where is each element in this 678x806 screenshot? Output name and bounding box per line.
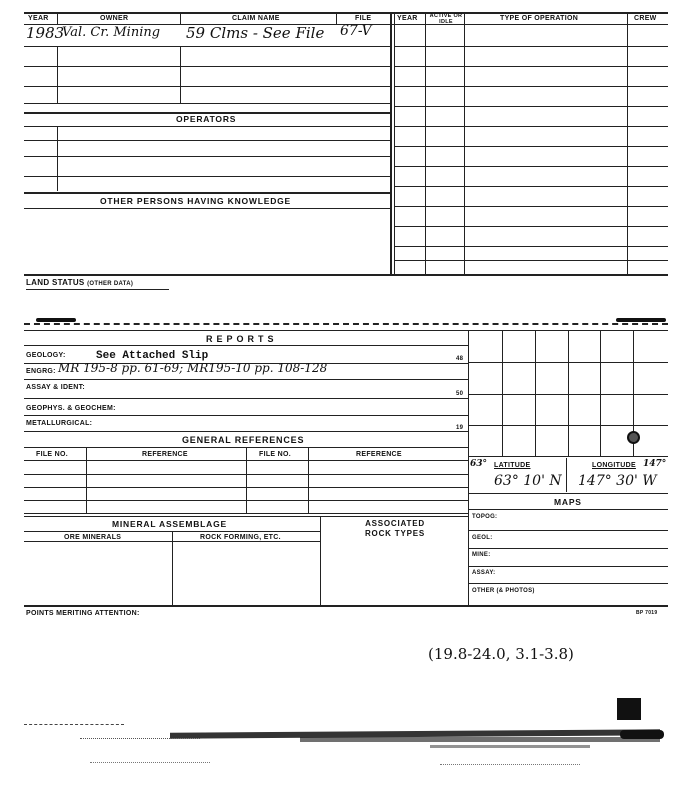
col-file-no-2: FILE NO. xyxy=(259,451,291,458)
header-claim-name: CLAIM NAME xyxy=(232,15,280,22)
latitude-value: 63° 10' N xyxy=(494,473,562,489)
reports-top-border xyxy=(24,323,668,325)
table-top-border xyxy=(24,12,668,14)
row1-year: 1983 xyxy=(26,24,65,42)
col-file-no: FILE NO. xyxy=(36,451,68,458)
latitude-prefix: 63° xyxy=(470,459,488,469)
rock-types-heading: ROCK TYPES xyxy=(364,529,425,538)
points-meriting-attention: POINTS MERITING ATTENTION: xyxy=(26,610,140,617)
header-owner: OWNER xyxy=(100,15,129,22)
geophys-label: GEOPHYS. & GEOCHEM: xyxy=(26,405,116,412)
metallurgical-number: 19 xyxy=(456,425,464,431)
header-type-of-operation: TYPE OF OPERATION xyxy=(500,15,579,22)
row1-file: 67-V xyxy=(340,23,372,39)
form-code: BP 7019 xyxy=(636,610,658,616)
associated-heading: ASSOCIATED xyxy=(365,519,425,528)
metallurgical-label: METALLURGICAL: xyxy=(26,420,93,427)
mineral-assemblage-heading: MINERAL ASSEMBLAGE xyxy=(112,519,227,529)
header-year: YEAR xyxy=(28,15,49,22)
maps-heading: MAPS xyxy=(554,497,582,507)
assay-number: 50 xyxy=(456,391,464,397)
longitude-prefix: 147° xyxy=(643,459,667,469)
col-reference-2: REFERENCE xyxy=(356,451,402,458)
reports-bottom-border xyxy=(24,605,668,607)
handwritten-note: (19.8-24.0, 3.1-3.8) xyxy=(428,645,574,663)
maps-topog: TOPOG: xyxy=(472,514,498,520)
header-file: FILE xyxy=(355,15,372,22)
engrg-label: ENGRG: xyxy=(26,368,56,375)
row1-claim-name: 59 Clms - See File xyxy=(186,24,325,42)
engrg-value: MR 195-8 pp. 61-69; MR195-10 pp. 108-128 xyxy=(58,361,328,375)
header-active-or-idle: ACTIVE OR IDLE xyxy=(429,13,463,25)
geology-number: 48 xyxy=(456,356,464,362)
maps-geol: GEOL: xyxy=(472,535,493,541)
ore-minerals-label: ORE MINERALS xyxy=(64,534,122,541)
header-year-2: YEAR xyxy=(397,15,418,22)
location-marker-icon xyxy=(627,431,640,444)
maps-other: OTHER (& PHOTOS) xyxy=(472,588,535,594)
geology-label: GEOLOGY: xyxy=(26,352,66,359)
operators-heading: OPERATORS xyxy=(176,114,237,124)
header-crew: CREW xyxy=(634,15,657,22)
left-right-divider xyxy=(390,12,392,275)
reports-heading: REPORTS xyxy=(206,334,278,344)
longitude-label: LONGITUDE xyxy=(592,462,636,469)
other-persons-heading: OTHER PERSONS HAVING KNOWLEDGE xyxy=(100,196,292,206)
table-bottom-border xyxy=(24,274,668,276)
assay-ident-label: ASSAY & IDENT: xyxy=(26,384,86,391)
rock-forming-label: ROCK FORMING, ETC. xyxy=(200,534,281,541)
latitude-label: LATITUDE xyxy=(494,462,531,469)
maps-mine: MINE: xyxy=(472,552,491,558)
col-reference: REFERENCE xyxy=(142,451,188,458)
maps-assay: ASSAY: xyxy=(472,570,496,576)
land-status-label: LAND STATUS (OTHER DATA) xyxy=(26,278,134,287)
row1-owner: Val. Cr. Mining xyxy=(62,25,161,40)
general-references-heading: GENERAL REFERENCES xyxy=(182,435,305,445)
longitude-value: 147° 30' W xyxy=(578,473,657,489)
geology-value: See Attached Slip xyxy=(96,350,209,362)
